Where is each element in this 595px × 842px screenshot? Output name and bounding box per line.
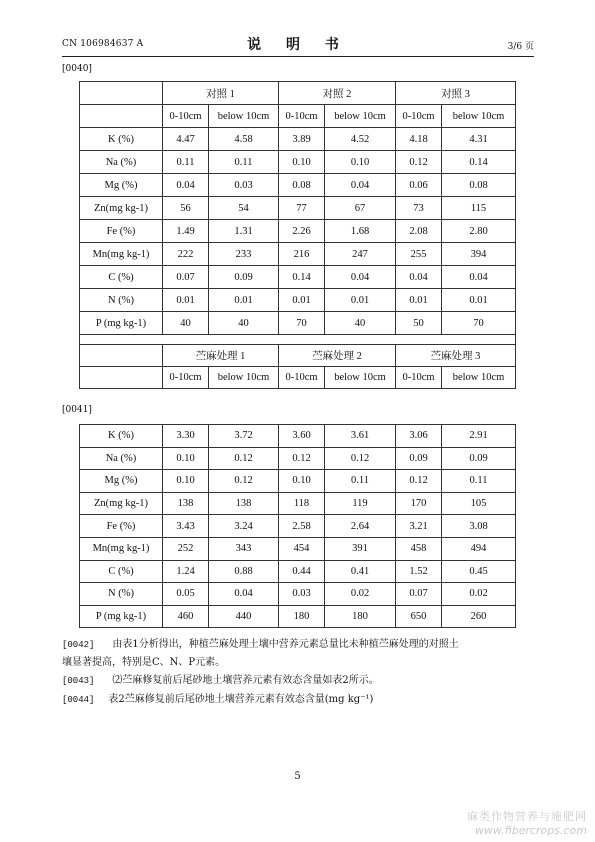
table-cell: 0.09 [209,266,279,289]
table-cell: 0.10 [325,151,396,174]
table-cell: 494 [442,537,516,560]
table-cell: 115 [442,197,516,220]
table-cell: 0.12 [325,447,396,470]
table-cell: 2.26 [279,220,325,243]
row-label: C (%) [80,560,163,583]
row-label: P (mg kg-1) [80,312,163,335]
row-label: Mg (%) [80,470,163,493]
table-cell: 3.89 [279,128,325,151]
table-cell: 0.04 [325,266,396,289]
table-cell: 0.05 [163,583,209,606]
table-cell: 180 [325,605,396,628]
table-cell: 343 [209,537,279,560]
table-cell: 0.03 [209,174,279,197]
group-header: 苎麻处理 1 [163,345,279,367]
depth-header: 0-10cm [163,367,209,389]
table-cell: 3.08 [442,515,516,538]
table-corner-cell [80,345,163,367]
table-cell: 67 [325,197,396,220]
table-cell: 180 [279,605,325,628]
table-cell: 77 [279,197,325,220]
table-cell: 0.12 [396,151,442,174]
paragraph-id-0041: [0041] [62,405,92,415]
table-header-groups [80,82,516,105]
table-body-control [80,128,516,335]
paragraph-text: 壤显著提高，特别是C、N、P元素。 [62,657,226,668]
table-cell: 0.04 [442,266,516,289]
table-cell: 252 [163,537,209,560]
table-cell: 119 [325,492,396,515]
table-cell: 0.01 [325,289,396,312]
table-cell: 73 [396,197,442,220]
table-cell: 0.12 [279,447,325,470]
table-cell: 4.47 [163,128,209,151]
paragraph-text: 由表1分析得出，种植苎麻处理土壤中营养元素总量比未种植苎麻处理的对照土 [112,639,459,650]
group-header: 对照 3 [396,82,516,105]
table-cell: 138 [209,492,279,515]
table-cell: 0.04 [396,266,442,289]
table-cell: 0.11 [325,470,396,493]
table-row [80,266,516,289]
paragraph-0044 [62,691,534,709]
table-cell: 0.06 [396,174,442,197]
paragraph-id-0042: [0042] [62,640,95,650]
table-corner-cell [80,105,163,128]
table-row [80,560,516,583]
table-cell: 0.09 [396,447,442,470]
table-row [80,515,516,538]
depth-header: 0-10cm [163,105,209,128]
row-label: N (%) [80,289,163,312]
table-header-depths [80,105,516,128]
table-row [80,289,516,312]
paragraph-id-0043: [0043] [62,676,95,686]
table-cell: 0.01 [279,289,325,312]
table-cell: 0.01 [442,289,516,312]
table-cell: 1.68 [325,220,396,243]
table-control-group [79,81,516,389]
table-body-treatment [80,425,516,628]
table-caption: 表2苎麻修复前后尾砂地土壤营养元素有效态含量(mg kg⁻¹) [108,694,374,705]
table-row [80,470,516,493]
table-row [80,220,516,243]
table-cell: 458 [396,537,442,560]
table-cell: 105 [442,492,516,515]
paragraph-0042 [62,636,534,671]
row-label: Fe (%) [80,220,163,243]
row-label: K (%) [80,128,163,151]
page-indicator: 3/6 页 [507,42,534,52]
table-cell: 2.58 [279,515,325,538]
row-label: Mn(mg kg-1) [80,243,163,266]
table-cell: 0.07 [396,583,442,606]
table-cell: 0.45 [442,560,516,583]
depth-header: below 10cm [442,367,516,389]
table-cell: 0.14 [442,151,516,174]
table-ramie-treatment [79,424,516,628]
table-cell: 2.91 [442,425,516,448]
table-cell: 233 [209,243,279,266]
table-cell: 222 [163,243,209,266]
table-cell: 440 [209,605,279,628]
paragraph-id-0044: [0044] [62,695,95,705]
table-cell: 3.21 [396,515,442,538]
table-row [80,492,516,515]
table-cell: 3.72 [209,425,279,448]
depth-header: below 10cm [442,105,516,128]
table-cell: 4.31 [442,128,516,151]
table-cell: 0.01 [209,289,279,312]
table-cell: 0.41 [325,560,396,583]
row-label: Zn(mg kg-1) [80,197,163,220]
table-row [80,174,516,197]
row-label: K (%) [80,425,163,448]
table-cell: 2.08 [396,220,442,243]
table-cell: 650 [396,605,442,628]
page-header [62,36,534,54]
table-cell: 70 [442,312,516,335]
table-cell: 0.11 [163,151,209,174]
table-cell: 247 [325,243,396,266]
table-header-groups-treatment [80,345,516,367]
table-cell: 0.01 [396,289,442,312]
table-row [80,243,516,266]
row-label: Na (%) [80,151,163,174]
depth-header: 0-10cm [279,105,325,128]
table-cell: 0.02 [442,583,516,606]
paragraph-text: ⑵苎麻修复前后尾砂地土壤营养元素有效态含量如表2所示。 [112,675,379,686]
watermark-url: www.fibercrops.com [474,824,587,837]
table-cell: 56 [163,197,209,220]
table-row [80,425,516,448]
row-label: N (%) [80,583,163,606]
table-cell: 0.10 [279,470,325,493]
table-cell: 0.10 [163,470,209,493]
table-cell: 0.12 [209,447,279,470]
table-cell: 170 [396,492,442,515]
table-cell: 0.11 [209,151,279,174]
table-row [80,151,516,174]
table-cell: 0.04 [325,174,396,197]
watermark-title: 麻类作物营养与施肥网 [467,810,587,823]
table-cell: 0.44 [279,560,325,583]
table-cell: 138 [163,492,209,515]
table-cell: 0.12 [209,470,279,493]
table-cell: 0.02 [325,583,396,606]
table-cell: 0.04 [209,583,279,606]
depth-header: below 10cm [325,367,396,389]
paragraph-0043 [62,672,534,690]
table-cell: 0.10 [163,447,209,470]
depth-header: 0-10cm [396,367,442,389]
table-cell: 0.03 [279,583,325,606]
table-cell: 1.31 [209,220,279,243]
table-cell: 40 [209,312,279,335]
table-cell: 3.24 [209,515,279,538]
table-cell: 40 [163,312,209,335]
depth-header: below 10cm [325,105,396,128]
table-row [80,605,516,628]
table-cell: 1.24 [163,560,209,583]
table-cell: 4.58 [209,128,279,151]
document-title: 说 明 书 [247,37,349,53]
table-cell: 4.52 [325,128,396,151]
table-row [80,312,516,335]
table-cell: 3.06 [396,425,442,448]
table-cell: 2.64 [325,515,396,538]
group-header: 苎麻处理 2 [279,345,396,367]
table-cell: 70 [279,312,325,335]
table-cell: 255 [396,243,442,266]
table-separator-row [80,335,516,345]
table-cell: 0.08 [442,174,516,197]
table-cell: 3.60 [279,425,325,448]
table-row [80,537,516,560]
group-header: 苎麻处理 3 [396,345,516,367]
depth-header: 0-10cm [279,367,325,389]
table-corner-cell [80,82,163,105]
row-label: Mg (%) [80,174,163,197]
depth-header: 0-10cm [396,105,442,128]
paragraph-id-0040: [0040] [62,64,92,74]
separator-cell [80,335,516,345]
table-cell: 0.01 [163,289,209,312]
table-cell: 0.12 [396,470,442,493]
patent-number: CN 106984637 A [62,39,144,49]
table-cell: 1.52 [396,560,442,583]
table-cell: 454 [279,537,325,560]
table-cell: 0.07 [163,266,209,289]
row-label: Fe (%) [80,515,163,538]
row-label: Na (%) [80,447,163,470]
table-row [80,447,516,470]
row-label: Zn(mg kg-1) [80,492,163,515]
table-row [80,197,516,220]
group-header: 对照 1 [163,82,279,105]
table-row [80,128,516,151]
row-label: P (mg kg-1) [80,605,163,628]
table-cell: 1.49 [163,220,209,243]
row-label: C (%) [80,266,163,289]
table-cell: 0.88 [209,560,279,583]
table-cell: 0.08 [279,174,325,197]
header-divider [62,56,534,57]
row-label: Mn(mg kg-1) [80,537,163,560]
table-cell: 460 [163,605,209,628]
table-cell: 0.09 [442,447,516,470]
table-cell: 0.11 [442,470,516,493]
group-header: 对照 2 [279,82,396,105]
watermark [467,808,587,837]
table-cell: 391 [325,537,396,560]
table-cell: 2.80 [442,220,516,243]
table-corner-cell [80,367,163,389]
table-cell: 0.04 [163,174,209,197]
table-cell: 3.30 [163,425,209,448]
table-cell: 4.18 [396,128,442,151]
depth-header: below 10cm [209,105,279,128]
table-cell: 3.43 [163,515,209,538]
table-row [80,583,516,606]
table-cell: 118 [279,492,325,515]
table-cell: 216 [279,243,325,266]
table-cell: 40 [325,312,396,335]
table-cell: 50 [396,312,442,335]
table-cell: 0.10 [279,151,325,174]
table-cell: 0.14 [279,266,325,289]
table-header-depths-treatment [80,367,516,389]
table-cell: 54 [209,197,279,220]
table-cell: 260 [442,605,516,628]
page-number: 5 [294,771,301,782]
depth-header: below 10cm [209,367,279,389]
table-cell: 3.61 [325,425,396,448]
table-cell: 394 [442,243,516,266]
